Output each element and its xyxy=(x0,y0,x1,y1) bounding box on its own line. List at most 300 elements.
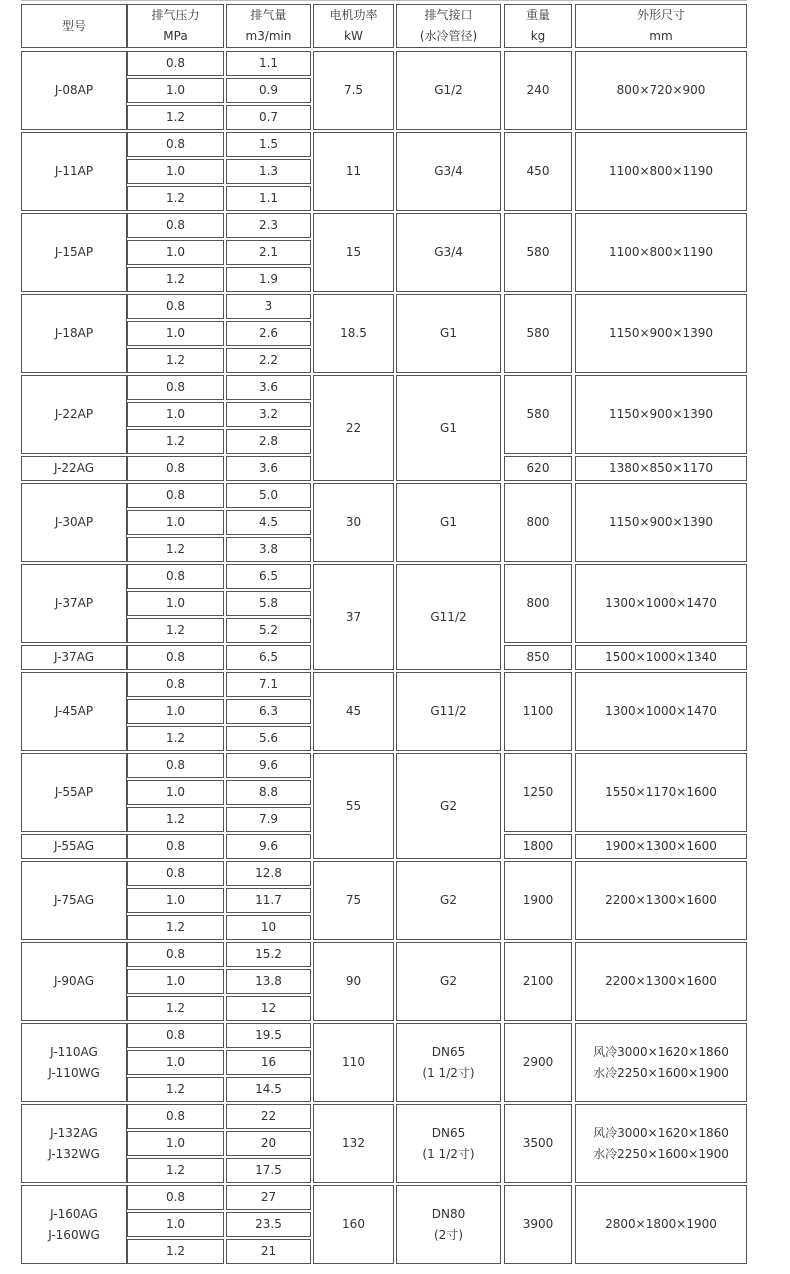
power-cell xyxy=(313,51,394,130)
pressure-cell-text: 1.0 xyxy=(165,893,186,907)
weight-cell-text: 1900 xyxy=(522,893,554,907)
power-cell xyxy=(313,564,394,670)
outlet-cell xyxy=(396,1104,501,1183)
flow-cell-text: 1.1 xyxy=(258,56,279,70)
pressure-cell-text: 1.0 xyxy=(165,1136,186,1150)
pressure-cell xyxy=(127,132,224,157)
flow-cell-text: 2.2 xyxy=(258,353,279,367)
pressure-cell xyxy=(127,672,224,697)
power-cell xyxy=(313,753,394,859)
outlet-cell xyxy=(396,564,501,670)
flow-cell xyxy=(226,888,311,913)
flow-cell xyxy=(226,294,311,319)
pressure-cell-text: 0.8 xyxy=(165,947,186,961)
pressure-cell xyxy=(127,1050,224,1075)
pressure-cell-text: 1.0 xyxy=(165,326,186,340)
pressure-cell-text: 1.2 xyxy=(165,191,186,205)
flow-cell-text: 17.5 xyxy=(255,1163,282,1177)
dims-cell-text: 2200×1300×1600 xyxy=(605,974,717,988)
header-model-text: 型号 xyxy=(61,18,86,33)
model-cell xyxy=(21,753,127,832)
header-outlet-text: (水冷管径) xyxy=(419,29,478,43)
pressure-cell-text: 1.2 xyxy=(165,434,186,448)
outlet-cell-text: (1 1/2寸) xyxy=(422,1146,475,1161)
power-cell xyxy=(313,1023,394,1102)
model-cell xyxy=(21,51,127,130)
outlet-cell-text: G3/4 xyxy=(434,164,463,178)
flow-cell-text: 6.5 xyxy=(258,650,279,664)
pressure-cell-text: 1.2 xyxy=(165,272,186,286)
pressure-cell xyxy=(127,402,224,427)
flow-cell xyxy=(226,861,311,886)
pressure-cell-text: 1.0 xyxy=(165,164,186,178)
flow-cell xyxy=(226,699,311,724)
outlet-cell-text: G11/2 xyxy=(430,704,467,718)
flow-cell xyxy=(226,969,311,994)
power-cell-text: 15 xyxy=(345,245,362,259)
pressure-cell xyxy=(127,1023,224,1048)
model-cell-text: J-30AP xyxy=(54,515,94,529)
flow-cell-text: 5.2 xyxy=(258,623,279,637)
pressure-cell-text: 1.2 xyxy=(165,542,186,556)
header-flow xyxy=(226,4,311,48)
weight-cell xyxy=(504,942,572,1021)
power-cell xyxy=(313,375,394,481)
power-cell-text: 37 xyxy=(345,609,362,624)
dims-cell-text: 水冷2250×1600×1900 xyxy=(593,1146,729,1161)
model-cell xyxy=(21,942,127,1021)
outlet-cell xyxy=(396,51,501,130)
flow-cell xyxy=(226,1104,311,1129)
power-cell-text: 75 xyxy=(345,893,362,907)
flow-cell xyxy=(226,1239,311,1264)
model-cell-text: J-110WG xyxy=(48,1065,100,1080)
flow-cell-text: 23.5 xyxy=(255,1217,282,1231)
pressure-cell xyxy=(127,1077,224,1102)
dims-cell xyxy=(575,51,747,130)
flow-cell-text: 27 xyxy=(260,1190,277,1204)
flow-cell-text: 7.1 xyxy=(258,677,279,691)
model-cell-text: J-160AG xyxy=(50,1206,98,1221)
weight-cell-text: 450 xyxy=(526,164,550,178)
dims-cell xyxy=(575,564,747,643)
pressure-cell xyxy=(127,969,224,994)
pressure-cell xyxy=(127,996,224,1021)
weight-cell-text: 580 xyxy=(526,407,550,421)
outlet-cell-text: G2 xyxy=(440,798,457,813)
model-cell xyxy=(21,294,127,373)
model-cell-text: J-18AP xyxy=(54,326,94,340)
flow-cell xyxy=(226,78,311,103)
header-dims xyxy=(575,4,747,48)
pressure-cell xyxy=(127,1212,224,1237)
flow-cell xyxy=(226,1131,311,1156)
model-cell xyxy=(21,456,127,481)
dims-cell xyxy=(575,294,747,373)
pressure-cell xyxy=(127,483,224,508)
power-cell-text: 90 xyxy=(345,974,362,988)
dims-cell-text: 1150×900×1390 xyxy=(608,326,714,340)
flow-cell-text: 15.2 xyxy=(255,947,282,961)
outlet-cell-text: G3/4 xyxy=(434,245,463,259)
dims-cell-text: 2200×1300×1600 xyxy=(605,893,717,907)
flow-cell-text: 16 xyxy=(260,1055,277,1069)
flow-cell-text: 3.6 xyxy=(258,380,279,394)
weight-cell xyxy=(504,1023,572,1102)
flow-cell xyxy=(226,807,311,832)
pressure-cell xyxy=(127,456,224,481)
pressure-cell xyxy=(127,780,224,805)
weight-cell xyxy=(504,51,572,130)
flow-cell xyxy=(226,456,311,481)
pressure-cell-text: 0.8 xyxy=(165,569,186,583)
flow-cell-text: 12.8 xyxy=(255,866,282,880)
power-cell xyxy=(313,672,394,751)
model-cell xyxy=(21,645,127,670)
pressure-cell-text: 0.8 xyxy=(165,1190,186,1204)
flow-cell xyxy=(226,996,311,1021)
outlet-cell xyxy=(396,1185,501,1264)
flow-cell xyxy=(226,618,311,643)
dims-cell-text: 800×720×900 xyxy=(616,83,706,97)
pressure-cell xyxy=(127,1131,224,1156)
flow-cell-text: 21 xyxy=(260,1244,277,1258)
outlet-cell xyxy=(396,483,501,562)
flow-cell-text: 0.9 xyxy=(258,83,279,97)
pressure-cell xyxy=(127,186,224,211)
pressure-cell xyxy=(127,753,224,778)
outlet-cell xyxy=(396,861,501,940)
flow-cell-text: 5.8 xyxy=(258,596,279,610)
pressure-cell xyxy=(127,1158,224,1183)
pressure-cell-text: 0.8 xyxy=(165,839,186,853)
pressure-cell-text: 0.8 xyxy=(165,56,186,70)
flow-cell xyxy=(226,132,311,157)
outlet-cell xyxy=(396,672,501,751)
pressure-cell-text: 0.8 xyxy=(165,650,186,664)
flow-cell-text: 19.5 xyxy=(255,1028,282,1042)
pressure-cell-text: 0.8 xyxy=(165,137,186,151)
weight-cell-text: 1100 xyxy=(522,704,554,718)
outlet-cell-text: G1 xyxy=(440,420,457,435)
weight-cell xyxy=(504,456,572,481)
header-weight-text: 重量 xyxy=(525,8,550,22)
pressure-cell xyxy=(127,888,224,913)
pressure-cell-text: 1.0 xyxy=(165,704,186,718)
flow-cell-text: 4.5 xyxy=(258,515,279,529)
flow-cell-text: 2.8 xyxy=(258,434,279,448)
flow-cell-text: 3.6 xyxy=(258,461,279,475)
pressure-cell-text: 0.8 xyxy=(165,488,186,502)
dims-cell-text: 1300×1000×1470 xyxy=(605,704,717,718)
pressure-cell-text: 1.0 xyxy=(165,1055,186,1069)
pressure-cell-text: 1.0 xyxy=(165,596,186,610)
dims-cell-text: 1900×1300×1600 xyxy=(605,839,717,853)
model-cell xyxy=(21,672,127,751)
dims-cell-text: 1100×800×1190 xyxy=(608,164,714,178)
flow-cell-text: 14.5 xyxy=(255,1082,282,1096)
pressure-cell-text: 0.8 xyxy=(165,218,186,232)
dims-cell xyxy=(575,213,747,292)
power-cell xyxy=(313,1104,394,1183)
model-cell-text: J-08AP xyxy=(54,83,94,97)
weight-cell-text: 800 xyxy=(526,596,550,610)
pressure-cell-text: 0.8 xyxy=(165,1109,186,1123)
dims-cell-text: 水冷2250×1600×1900 xyxy=(593,1065,729,1080)
flow-cell-text: 3.2 xyxy=(258,407,279,421)
pressure-cell-text: 0.8 xyxy=(165,380,186,394)
pressure-cell xyxy=(127,618,224,643)
header-power xyxy=(313,4,394,48)
pressure-cell-text: 1.0 xyxy=(165,407,186,421)
model-cell-text: J-160WG xyxy=(48,1227,100,1242)
flow-cell-text: 7.9 xyxy=(258,812,279,826)
flow-cell xyxy=(226,510,311,535)
flow-cell xyxy=(226,537,311,562)
power-cell-text: 160 xyxy=(342,1217,365,1231)
weight-cell xyxy=(504,834,572,859)
outlet-cell xyxy=(396,213,501,292)
power-cell xyxy=(313,861,394,940)
pressure-cell xyxy=(127,429,224,454)
flow-cell xyxy=(226,375,311,400)
weight-cell xyxy=(504,213,572,292)
flow-cell xyxy=(226,240,311,265)
flow-cell-text: 13.8 xyxy=(255,974,282,988)
model-cell xyxy=(21,483,127,562)
outlet-cell xyxy=(396,753,501,859)
pressure-cell-text: 0.8 xyxy=(165,1028,186,1042)
model-cell-text: J-22AP xyxy=(54,407,94,421)
weight-cell-text: 580 xyxy=(526,245,550,259)
header-pressure-text: MPa xyxy=(163,29,188,43)
weight-cell xyxy=(504,1185,572,1264)
pressure-cell-text: 1.2 xyxy=(165,110,186,124)
model-cell-text: J-37AG xyxy=(53,650,94,664)
weight-cell-text: 620 xyxy=(526,461,550,475)
power-cell xyxy=(313,213,394,292)
weight-cell-text: 2900 xyxy=(522,1055,554,1069)
pressure-cell-text: 1.2 xyxy=(165,353,186,367)
flow-cell-text: 1.3 xyxy=(258,164,279,178)
dims-cell xyxy=(575,375,747,454)
flow-cell xyxy=(226,834,311,859)
dims-cell-text: 1150×900×1390 xyxy=(608,515,714,529)
weight-cell-text: 3900 xyxy=(522,1217,554,1231)
pressure-cell-text: 1.0 xyxy=(165,785,186,799)
model-cell-text: J-75AG xyxy=(53,893,94,907)
pressure-cell xyxy=(127,834,224,859)
flow-cell xyxy=(226,429,311,454)
flow-cell xyxy=(226,483,311,508)
pressure-cell xyxy=(127,348,224,373)
model-cell-text: J-37AP xyxy=(54,596,94,610)
flow-cell-text: 12 xyxy=(260,1001,277,1015)
header-outlet xyxy=(396,4,501,48)
header-flow-text: 排气量 xyxy=(250,8,287,22)
model-cell-text: J-55AP xyxy=(54,785,94,799)
pressure-cell-text: 1.0 xyxy=(165,83,186,97)
model-cell xyxy=(21,564,127,643)
header-dims-text: mm xyxy=(649,29,673,43)
model-cell-text: J-132AG xyxy=(50,1125,98,1140)
model-cell-text: J-45AP xyxy=(54,704,94,718)
pressure-cell xyxy=(127,915,224,940)
dims-cell xyxy=(575,672,747,751)
pressure-cell-text: 1.0 xyxy=(165,974,186,988)
power-cell-text: 45 xyxy=(345,704,362,718)
weight-cell xyxy=(504,294,572,373)
dims-cell xyxy=(575,132,747,211)
power-cell-text: 11 xyxy=(345,164,362,178)
flow-cell xyxy=(226,564,311,589)
flow-cell-text: 22 xyxy=(260,1109,277,1123)
outlet-cell xyxy=(396,1023,501,1102)
weight-cell xyxy=(504,564,572,643)
weight-cell-text: 1250 xyxy=(522,785,554,799)
weight-cell-text: 3500 xyxy=(522,1136,554,1150)
pressure-cell-text: 1.2 xyxy=(165,812,186,826)
pressure-cell-text: 1.0 xyxy=(165,245,186,259)
power-cell-text: 30 xyxy=(345,515,362,529)
flow-cell-text: 6.5 xyxy=(258,569,279,583)
flow-cell-text: 11.7 xyxy=(255,893,282,907)
pressure-cell xyxy=(127,321,224,346)
pressure-cell xyxy=(127,726,224,751)
dims-cell xyxy=(575,1185,747,1264)
weight-cell-text: 1800 xyxy=(522,839,554,853)
pressure-cell xyxy=(127,78,224,103)
pressure-cell xyxy=(127,240,224,265)
flow-cell-text: 2.1 xyxy=(258,245,279,259)
model-cell xyxy=(21,861,127,940)
flow-cell-text: 0.7 xyxy=(258,110,279,124)
flow-cell xyxy=(226,267,311,292)
model-cell-text: J-15AP xyxy=(54,245,94,259)
flow-cell xyxy=(226,1023,311,1048)
pressure-cell xyxy=(127,537,224,562)
flow-cell-text: 10 xyxy=(260,920,277,934)
model-cell-text: J-11AP xyxy=(54,164,94,178)
outlet-cell-text: G1/2 xyxy=(434,83,463,97)
flow-cell-text: 6.3 xyxy=(258,704,279,718)
pressure-cell-text: 1.2 xyxy=(165,920,186,934)
dims-cell-text: 1150×900×1390 xyxy=(608,407,714,421)
power-cell-text: 132 xyxy=(342,1136,365,1150)
dims-cell xyxy=(575,456,747,481)
dims-cell-text: 1550×1170×1600 xyxy=(605,785,717,799)
weight-cell xyxy=(504,132,572,211)
model-cell-text: J-22AG xyxy=(53,461,94,475)
dims-cell-text: 1300×1000×1470 xyxy=(605,596,717,610)
power-cell xyxy=(313,294,394,373)
model-cell xyxy=(21,1104,127,1183)
model-cell-text: J-132WG xyxy=(48,1146,100,1161)
flow-cell xyxy=(226,915,311,940)
dims-cell-text: 风冷3000×1620×1860 xyxy=(593,1125,729,1140)
pressure-cell-text: 0.8 xyxy=(165,461,186,475)
outlet-cell-text: G1 xyxy=(440,515,457,529)
header-dims-text: 外形尺寸 xyxy=(636,8,685,22)
outlet-cell-text: G1 xyxy=(440,326,457,340)
dims-cell xyxy=(575,834,747,859)
dims-cell-text: 风冷3000×1620×1860 xyxy=(593,1044,729,1059)
flow-cell-text: 2.6 xyxy=(258,326,279,340)
flow-cell-text: 3 xyxy=(264,299,273,313)
dims-cell-text: 1500×1000×1340 xyxy=(605,650,717,664)
power-cell xyxy=(313,942,394,1021)
model-cell xyxy=(21,834,127,859)
flow-cell xyxy=(226,942,311,967)
weight-cell-text: 580 xyxy=(526,326,550,340)
flow-cell xyxy=(226,105,311,130)
pressure-cell-text: 1.2 xyxy=(165,1001,186,1015)
pressure-cell xyxy=(127,267,224,292)
weight-cell xyxy=(504,753,572,832)
outlet-cell-text: G11/2 xyxy=(430,609,467,624)
pressure-cell xyxy=(127,942,224,967)
model-cell-text: J-90AG xyxy=(53,974,94,988)
power-cell-text: 7.5 xyxy=(343,83,364,97)
pressure-cell xyxy=(127,1185,224,1210)
power-cell-text: 22 xyxy=(345,420,362,435)
weight-cell xyxy=(504,672,572,751)
flow-cell xyxy=(226,645,311,670)
outlet-cell-text: G2 xyxy=(440,974,457,988)
pressure-cell xyxy=(127,1104,224,1129)
pressure-cell-text: 1.2 xyxy=(165,1163,186,1177)
outlet-cell-text: DN65 xyxy=(431,1044,466,1059)
flow-cell-text: 3.8 xyxy=(258,542,279,556)
model-cell xyxy=(21,213,127,292)
pressure-cell xyxy=(127,861,224,886)
flow-cell xyxy=(226,186,311,211)
pressure-cell-text: 1.0 xyxy=(165,1217,186,1231)
dims-cell xyxy=(575,1104,747,1183)
flow-cell xyxy=(226,1050,311,1075)
weight-cell-text: 240 xyxy=(526,83,550,97)
flow-cell xyxy=(226,780,311,805)
flow-cell xyxy=(226,1212,311,1237)
flow-cell-text: 1.5 xyxy=(258,137,279,151)
flow-cell xyxy=(226,321,311,346)
dims-cell-text: 1100×800×1190 xyxy=(608,245,714,259)
model-cell xyxy=(21,132,127,211)
power-cell-text: 110 xyxy=(342,1055,365,1069)
header-power-text: 电机功率 xyxy=(329,8,378,22)
pressure-cell-text: 1.2 xyxy=(165,1244,186,1258)
model-cell-text: J-55AG xyxy=(53,839,94,853)
flow-cell-text: 1.1 xyxy=(258,191,279,205)
weight-cell-text: 800 xyxy=(526,515,550,529)
power-cell xyxy=(313,1185,394,1264)
flow-cell xyxy=(226,672,311,697)
outlet-cell-text: DN65 xyxy=(431,1125,466,1140)
pressure-cell xyxy=(127,1239,224,1264)
pressure-cell xyxy=(127,213,224,238)
flow-cell xyxy=(226,402,311,427)
header-flow-text: m3/min xyxy=(245,29,292,43)
pressure-cell xyxy=(127,510,224,535)
flow-cell xyxy=(226,726,311,751)
pressure-cell xyxy=(127,699,224,724)
outlet-cell-text: (1 1/2寸) xyxy=(422,1065,475,1080)
dims-cell xyxy=(575,483,747,562)
pressure-cell-text: 1.2 xyxy=(165,1082,186,1096)
dims-cell xyxy=(575,942,747,1021)
weight-cell xyxy=(504,375,572,454)
header-outlet-text: 排气接口 xyxy=(424,8,473,22)
